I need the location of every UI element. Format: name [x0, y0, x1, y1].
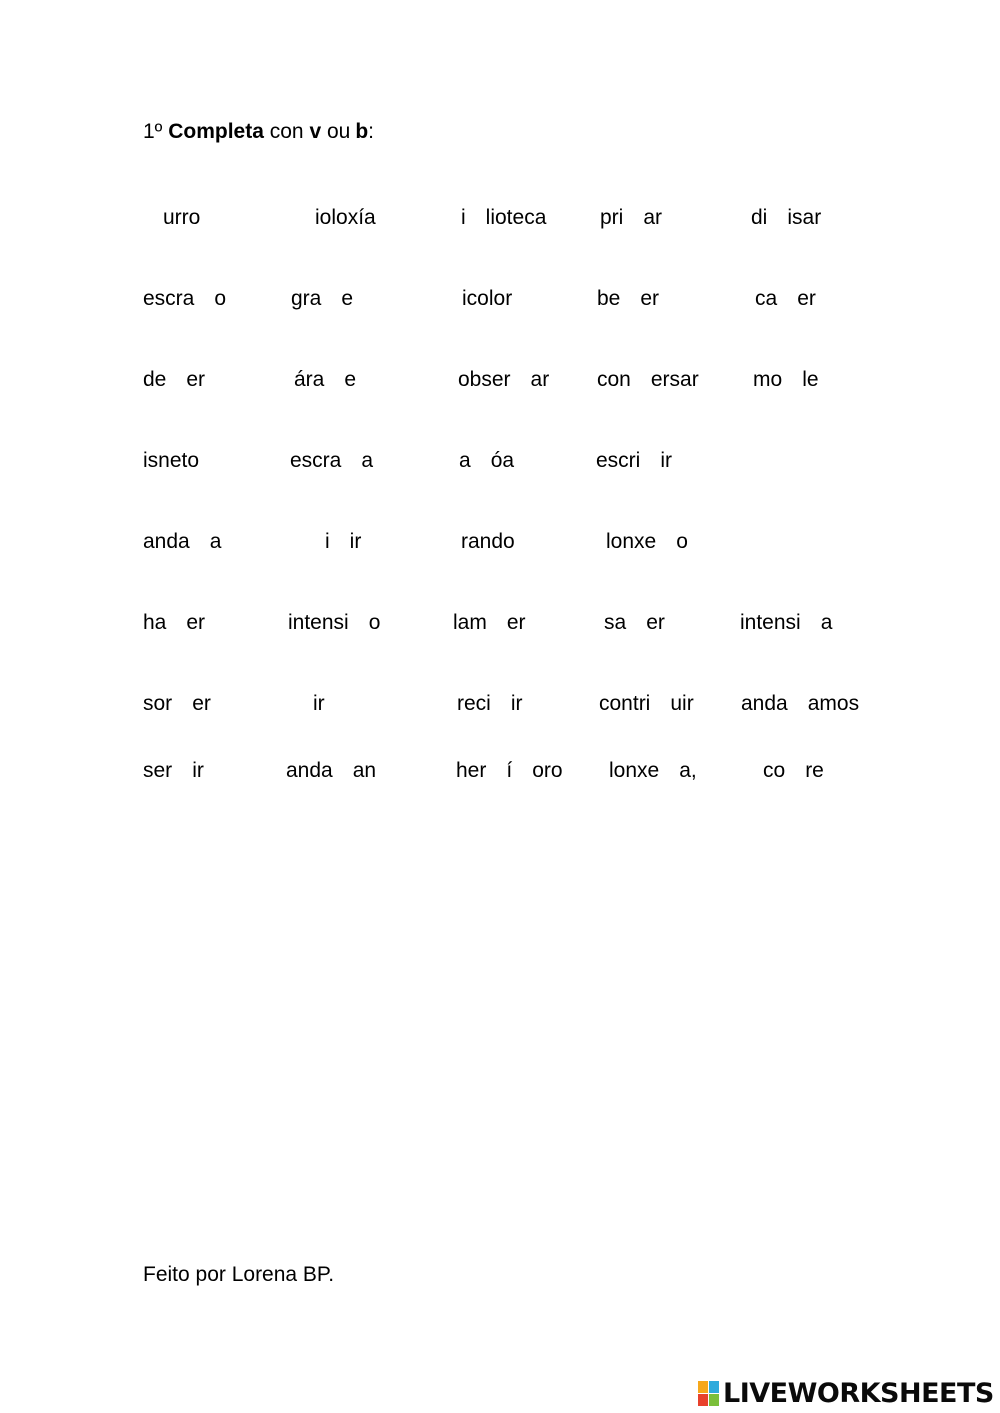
word-item: reci ir — [457, 692, 523, 715]
word-item: gra e — [291, 287, 354, 310]
blank-gap[interactable] — [166, 368, 186, 388]
word-row — [0, 448, 1000, 476]
word-item: lam er — [453, 611, 526, 634]
word-item: di isar — [751, 206, 822, 229]
word-item: escri ir — [596, 449, 673, 472]
logo-square-icon — [709, 1381, 719, 1393]
word-item: sa er — [604, 611, 665, 634]
liveworksheets-logo[interactable] — [698, 1379, 994, 1409]
word-item: ioloxía — [315, 206, 376, 229]
word-item: i lioteca — [461, 206, 547, 229]
word-row — [0, 205, 1000, 233]
blank-gap[interactable] — [491, 692, 511, 712]
word-item: intensi o — [288, 611, 381, 634]
blank-gap[interactable] — [486, 759, 506, 779]
blank-gap[interactable] — [333, 759, 353, 779]
blank-gap[interactable] — [767, 206, 787, 226]
word-row — [0, 529, 1000, 557]
logo-square-icon — [698, 1394, 708, 1406]
title-letter-v: v — [309, 120, 322, 143]
blank-gap[interactable] — [659, 759, 679, 779]
word-item: contri uir — [599, 692, 694, 715]
blank-gap[interactable] — [623, 206, 643, 226]
blank-gap[interactable] — [324, 368, 344, 388]
blank-gap[interactable] — [782, 368, 802, 388]
blank-gap[interactable] — [166, 611, 186, 631]
title-letter-b: b — [355, 120, 369, 143]
word-item: i ir — [325, 530, 362, 553]
word-item: intensi a — [740, 611, 833, 634]
blank-gap[interactable] — [487, 611, 507, 631]
word-item: isneto — [143, 449, 200, 472]
word-item: pri ar — [600, 206, 663, 229]
title-text-ou: ou — [326, 120, 351, 143]
word-item: be er — [597, 287, 660, 310]
word-item: urro — [163, 206, 201, 229]
blank-gap[interactable] — [466, 206, 486, 226]
blank-gap[interactable] — [801, 611, 821, 631]
word-item: icolor — [462, 287, 513, 310]
word-item: escra o — [143, 287, 227, 310]
word-item: anda an — [286, 759, 377, 782]
blank-gap[interactable] — [172, 759, 192, 779]
blank-gap[interactable] — [512, 759, 532, 779]
word-item: escra a — [290, 449, 374, 472]
word-item: mo le — [753, 368, 819, 391]
blank-gap[interactable] — [785, 759, 805, 779]
word-item: her í oro — [456, 759, 563, 782]
word-item: sor er — [143, 692, 211, 715]
blank-gap[interactable] — [172, 692, 192, 712]
word-row — [0, 610, 1000, 638]
word-row — [0, 758, 1000, 786]
word-row — [0, 691, 1000, 719]
word-item: ir — [313, 692, 325, 715]
blank-gap[interactable] — [631, 368, 651, 388]
author-credit: Feito por Lorena BP. — [143, 1263, 335, 1286]
word-item: ser ir — [143, 759, 204, 782]
word-item: co re — [763, 759, 824, 782]
word-item: anda amos — [741, 692, 860, 715]
word-row — [0, 367, 1000, 395]
word-item: ca er — [755, 287, 816, 310]
blank-gap[interactable] — [194, 287, 214, 307]
blank-gap[interactable] — [650, 692, 670, 712]
logo-mark-icon — [698, 1381, 720, 1407]
word-item: ha er — [143, 611, 206, 634]
logo-square-icon — [709, 1394, 719, 1406]
word-row — [0, 286, 1000, 314]
blank-gap[interactable] — [777, 287, 797, 307]
logo-text: LIVEWORKSHEETS — [723, 1378, 994, 1409]
blank-gap[interactable] — [656, 530, 676, 550]
blank-gap[interactable] — [788, 692, 808, 712]
word-item: anda a — [143, 530, 222, 553]
title-text-con: con — [269, 120, 304, 143]
blank-gap[interactable] — [341, 449, 361, 469]
word-item: de er — [143, 368, 206, 391]
title-colon: : — [368, 120, 374, 143]
blank-gap[interactable] — [190, 530, 210, 550]
word-item: a óa — [459, 449, 515, 472]
word-item: con ersar — [597, 368, 699, 391]
blank-gap[interactable] — [349, 611, 369, 631]
exercise-verb: Completa — [168, 120, 264, 143]
word-item: lonxe a, — [609, 759, 697, 782]
exercise-number: 1º — [143, 120, 163, 143]
logo-square-icon — [698, 1381, 708, 1393]
word-item: lonxe o — [606, 530, 688, 553]
blank-gap[interactable] — [620, 287, 640, 307]
blank-gap[interactable] — [330, 530, 350, 550]
blank-gap[interactable] — [321, 287, 341, 307]
word-item: rando — [461, 530, 515, 553]
blank-gap[interactable] — [626, 611, 646, 631]
blank-gap[interactable] — [640, 449, 660, 469]
blank-gap[interactable] — [471, 449, 491, 469]
word-item: obser ar — [458, 368, 550, 391]
blank-gap[interactable] — [511, 368, 531, 388]
word-item: ára e — [294, 368, 357, 391]
